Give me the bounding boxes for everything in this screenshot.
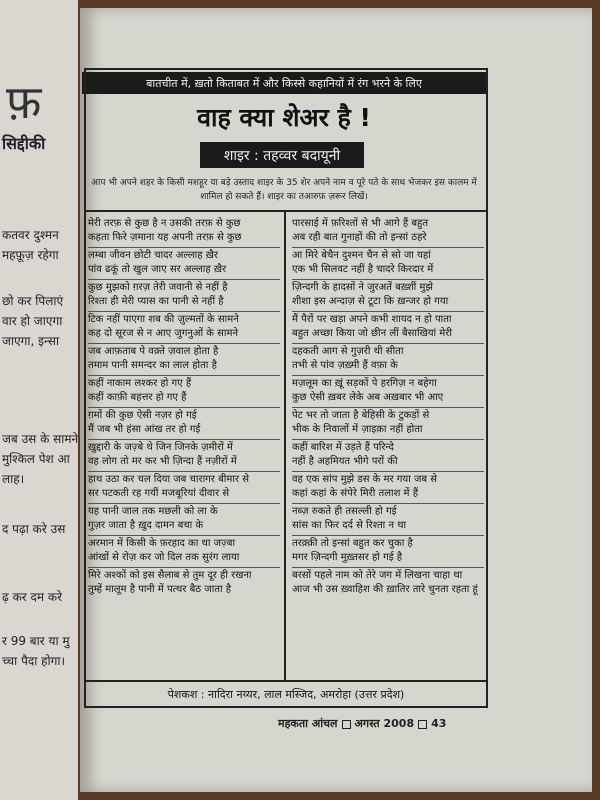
couplet xyxy=(292,408,484,440)
poet-name: शाइर : तहव्वर बदायूनी xyxy=(200,142,364,168)
couplet-line: भीक के निवालों में ज़ाइक़ा नहीं होता xyxy=(292,424,423,435)
couplet xyxy=(292,344,484,376)
tagline-bar: बातचीत में, ख़तो किताबत में और किस्से कहानियों में रंग भरने के लिए xyxy=(82,72,486,94)
couplet-line: आ मिरे बेचैन दुश्मन चैन से सो जा यहां xyxy=(292,250,431,261)
couplet-line: कहीं काफ़ी बहत्तर हो गए हैं xyxy=(88,392,187,403)
couplet xyxy=(88,504,280,536)
couplet xyxy=(88,408,280,440)
left-page-line: कतवर दुश्मन xyxy=(2,228,59,242)
couplet-line: तभी से पांव ज़ख़्मी हैं वफ़ा के xyxy=(292,360,398,371)
square-separator-icon xyxy=(342,720,351,729)
couplet-line: शीशा इस अन्दाज़ से टूटा कि ख़न्जर हो गया xyxy=(292,296,449,307)
couplet-line: नब्ज़ रुकते ही तसल्ली हो गई xyxy=(292,506,397,517)
couplet-line: आज भी उस ख़्वाहिश की ख़ातिर तारे चुनता रहता हूं xyxy=(292,584,478,595)
left-page-line: जाएगा, इन्सा xyxy=(2,334,60,348)
couplet-line: नहीं है अहमियत भीगे परों की xyxy=(292,456,398,467)
left-page-line: सिद्दीकी xyxy=(2,134,46,153)
left-page-line: छो कर पिलाएं xyxy=(2,294,64,308)
couplet-line: यह पानी जाल तक मछली को ला के xyxy=(88,506,218,517)
couplet-line: सांस का फिर दर्द से रिश्ता न था xyxy=(292,520,407,531)
couplet xyxy=(88,344,280,376)
couplet xyxy=(292,216,484,248)
sender-credit: पेशकश : नादिरा नय्यर, लाल मस्जिद, अमरोहा (उत्तर प्रदेश) xyxy=(84,680,488,706)
couplet-line: वह लोग तो मर कर भी ज़िन्दा हैं नज़ीरों में xyxy=(88,456,237,467)
couplet-line: टिक नहीं पाएगा शब की ज़ुल्मतों के सामने xyxy=(88,314,239,325)
couplet-line: अरमान में किसी के फ़रहाद का था जज़्बा xyxy=(88,538,236,549)
left-page-line: र 99 बार या मु xyxy=(2,634,70,648)
couplet-line: बरसों पहले नाम को तेरे जग में लिखना चाहा था xyxy=(292,570,463,581)
left-page-line: च्चा पैदा होगा। xyxy=(2,654,66,668)
couplet xyxy=(88,376,280,408)
couplet xyxy=(292,248,484,280)
couplet xyxy=(88,568,280,599)
couplet xyxy=(292,376,484,408)
page-title: वाह क्या शेअर है ! xyxy=(197,103,371,132)
couplet-line: रिश्ता ही मेरी प्यास का पानी से नहीं है xyxy=(88,296,224,307)
left-page-line: महफ़ूज़ रहेगा xyxy=(2,248,59,262)
couplet-line: कहां कहां के संपेरे मिरी तलाश में हैं xyxy=(292,488,419,499)
couplet-line: ख़ुद्दारी के जज़्बे थे जिन जिनके ज़मीरों में xyxy=(88,442,233,453)
couplet-line: मज़लूम का ख़ूं सड़कों पे हरगिज़ न बहेगा xyxy=(292,378,437,389)
couplet-line: कह दो सूरज से न आए जुगनुओं के सामने xyxy=(88,328,239,339)
couplet xyxy=(88,216,280,248)
page-number: 43 xyxy=(431,717,447,730)
couplet-columns xyxy=(84,210,488,682)
couplet-line: ग़मों की कुछ ऐसी नज़र हो गई xyxy=(88,410,197,421)
couplet-line: लम्बा जीवन छोटी चादर अल्लाह ख़ैर xyxy=(88,250,219,261)
couplet-line: एक भी सिलवट नहीं है चादरे किरदार में xyxy=(292,264,434,275)
couplet-line: तरक़्क़ी तो इन्सां बहुत कर चुका है xyxy=(292,538,413,549)
magazine-name: महकता आंचल xyxy=(278,717,338,730)
couplet-line: मगर ज़िन्दगी मुख़्तसर हो गई है xyxy=(292,552,403,563)
couplet-line: ज़िन्दगी के हादसों ने जुरअतें बख़्शीं मुझे xyxy=(292,282,433,293)
issue-date: अगस्त 2008 xyxy=(354,717,415,730)
couplet-line: कुछ मुझको ग़रज़ तेरी जवानी से नहीं है xyxy=(88,282,228,293)
couplet-line: पारसाई में फ़रिश्तों से भी आगे हैं बहुत xyxy=(292,218,429,229)
left-couplet-column xyxy=(88,216,280,599)
intro-text: आप भी अपने शहर के किसी मशहूर या बड़े उस्ताद शाइर के 35 शेर अपने नाम व पूरे पते के साथ भेजकर इस कालम में शामिल हो सकते हैं। शाइर का तआरुफ़ ज़रूर लिखें। xyxy=(91,178,477,202)
couplet-line: कहीं बारिश में उड़ते हैं परिन्दे xyxy=(292,442,394,453)
page-footer xyxy=(278,716,446,731)
left-page-line: मुश्किल पेश आ xyxy=(2,452,70,466)
couplet xyxy=(292,568,484,599)
couplet-line: पांव ढकूं तो खुल जाए सर अल्लाह ख़ैर xyxy=(88,264,227,275)
couplet-line: अब रही बात गुनाहों की तो इन्सां ठहरे xyxy=(292,232,427,243)
couplet-line: तमाम पानी समन्दर का लाल होता है xyxy=(88,360,217,371)
couplet-line: तुम्हें मालूम है पानी में पत्थर बैठ जाता है xyxy=(88,584,232,595)
right-couplet-column xyxy=(292,216,484,599)
couplet xyxy=(88,280,280,312)
square-separator-icon xyxy=(418,720,427,729)
couplet xyxy=(292,440,484,472)
couplet xyxy=(88,440,280,472)
couplet xyxy=(292,312,484,344)
couplet-line: सर पटकती रह गयीं मजबूरियां दीवार से xyxy=(88,488,230,499)
couplet-line: बहुत अच्छा किया जो छीन लीं बैसाखियां मेरी xyxy=(292,328,452,339)
couplet xyxy=(292,280,484,312)
couplet-line: वह एक सांप मुझे डस के मर गया जब से xyxy=(292,474,438,485)
couplet xyxy=(292,472,484,504)
left-page-line: जब उस के सामने xyxy=(2,432,78,446)
left-page-line: ढ़ कर दम करे xyxy=(2,590,62,604)
left-page xyxy=(0,0,78,800)
couplet xyxy=(88,472,280,504)
left-page-line: द पढ़ा करे उस xyxy=(2,522,66,536)
couplet-line: हाथ उठा कर चल दिया जब चारागर बीमार से xyxy=(88,474,249,485)
couplet-line: जब आफ़ताब पे वक़्ते ज़वाल होता है xyxy=(88,346,219,357)
couplet xyxy=(88,536,280,568)
couplet-line: मिरे अश्कों को इस सैलाब से तुम दूर ही रखना xyxy=(88,570,252,581)
left-page-line: लाह। xyxy=(2,472,25,486)
couplet-line: मेरी तरफ़ से कुछ है न उसकी तरफ़ से कुछ xyxy=(88,218,241,229)
couplet xyxy=(292,536,484,568)
couplet-line: पेट भर तो जाता है बेहिसी के टुकड़ों से xyxy=(292,410,430,421)
couplet-line: मैं पैरों पर खड़ा अपने कभी शायद न हो पाता xyxy=(292,314,452,325)
couplet xyxy=(88,312,280,344)
couplet-line: कहता फिरे ज़माना यह अपनी तरफ़ से कुछ xyxy=(88,232,242,243)
couplet-line: दहकती आग से गुज़री थी सीता xyxy=(292,346,404,357)
column-divider xyxy=(284,212,286,682)
couplet-line: गुज़र जाता है ख़ुद दामन बचा के xyxy=(88,520,204,531)
left-page-letter: फ़ xyxy=(6,75,42,129)
couplet-line: आंखों से रोज़ कर जो दिल तक सुरंग लाया xyxy=(88,552,240,563)
couplet-line: कुछ ऐसी ख़बर लेके अब अख़बार भी आए xyxy=(292,392,444,403)
couplet xyxy=(88,248,280,280)
couplet-line: मैं जब भी हंसा आंख तर हो गई xyxy=(88,424,201,435)
left-page-line: वार हो जाएगा xyxy=(2,314,63,328)
couplet-line: कहीं नाकाम लश्कर हो गए हैं xyxy=(88,378,192,389)
couplet xyxy=(292,504,484,536)
